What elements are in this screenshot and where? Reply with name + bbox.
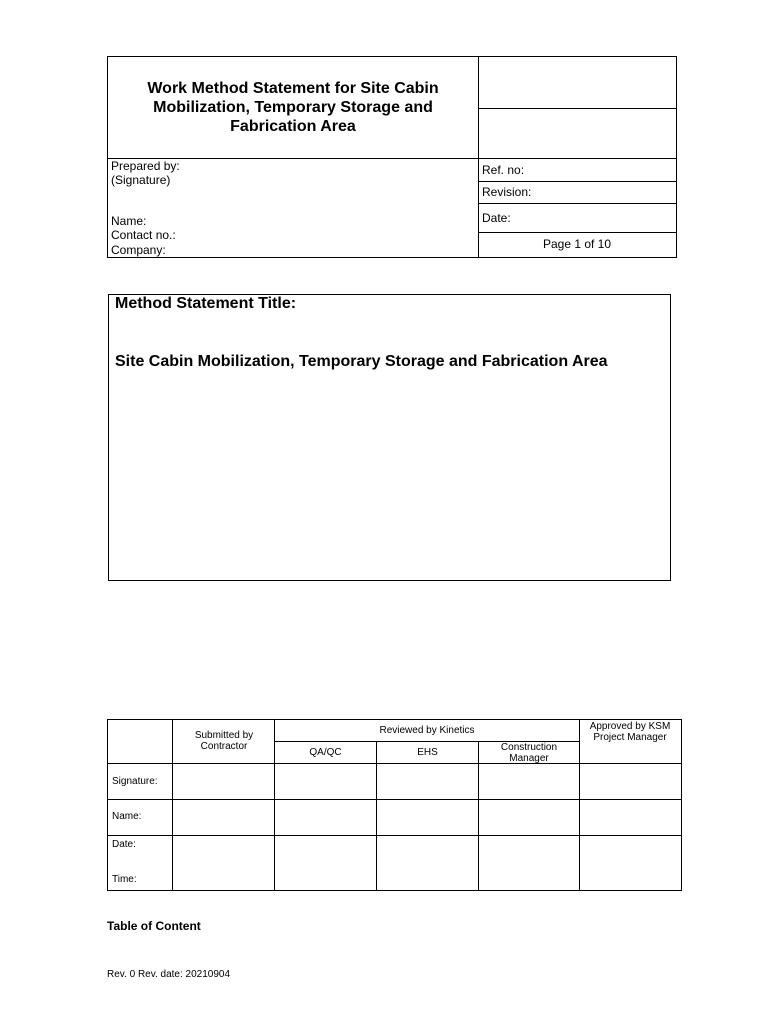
signature-label: (Signature): [111, 173, 171, 187]
table-of-content-heading: Table of Content: [107, 919, 201, 933]
table-vline-5: [579, 720, 580, 890]
submitted-by-header: Submitted by Contractor: [194, 730, 254, 752]
table-hline-3: [108, 835, 681, 836]
header-rule-right-1: [478, 108, 676, 109]
document-title: Work Method Statement for Site Cabin Mobilization, Temporary Storage and Fabrication Area: [147, 80, 439, 135]
method-statement-heading: Method Statement Title:: [115, 295, 297, 312]
header-rule: [108, 158, 676, 159]
company-label: Company:: [111, 243, 166, 257]
contact-label: Contact no.:: [111, 228, 176, 242]
reviewed-by-header: Reviewed by Kinetics: [379, 725, 475, 736]
table-vline-1: [172, 720, 173, 890]
header-rule-right-2: [478, 181, 676, 182]
ref-no-label: Ref. no:: [482, 163, 525, 177]
revision-label: Revision:: [482, 185, 532, 199]
approved-by-header: Approved by KSM Project Manager: [589, 721, 671, 743]
revision-footer: Rev. 0 Rev. date: 20210904: [107, 969, 231, 980]
reviewer-ehs: EHS: [417, 747, 438, 758]
prepared-by-label: Prepared by:: [111, 159, 180, 173]
reviewer-qaqc: QA/QC: [309, 747, 342, 758]
date-label: Date:: [482, 211, 511, 225]
reviewer-construction-manager: Construction Manager: [500, 741, 558, 764]
row-label-name: Name:: [112, 811, 142, 822]
row-label-signature: Signature:: [112, 776, 158, 787]
header-rule-right-3: [478, 203, 676, 204]
table-hline-1: [108, 763, 681, 764]
table-hline-2: [108, 799, 681, 800]
method-statement-title: Site Cabin Mobilization, Temporary Storage and Fabrication Area: [115, 353, 608, 370]
page-number: Page 1 of 10: [542, 237, 612, 251]
header-divider: [478, 57, 479, 257]
row-label-time: Time:: [112, 874, 137, 885]
method-statement-box: [108, 294, 671, 581]
row-label-date: Date:: [112, 839, 136, 850]
name-label: Name:: [111, 214, 147, 228]
